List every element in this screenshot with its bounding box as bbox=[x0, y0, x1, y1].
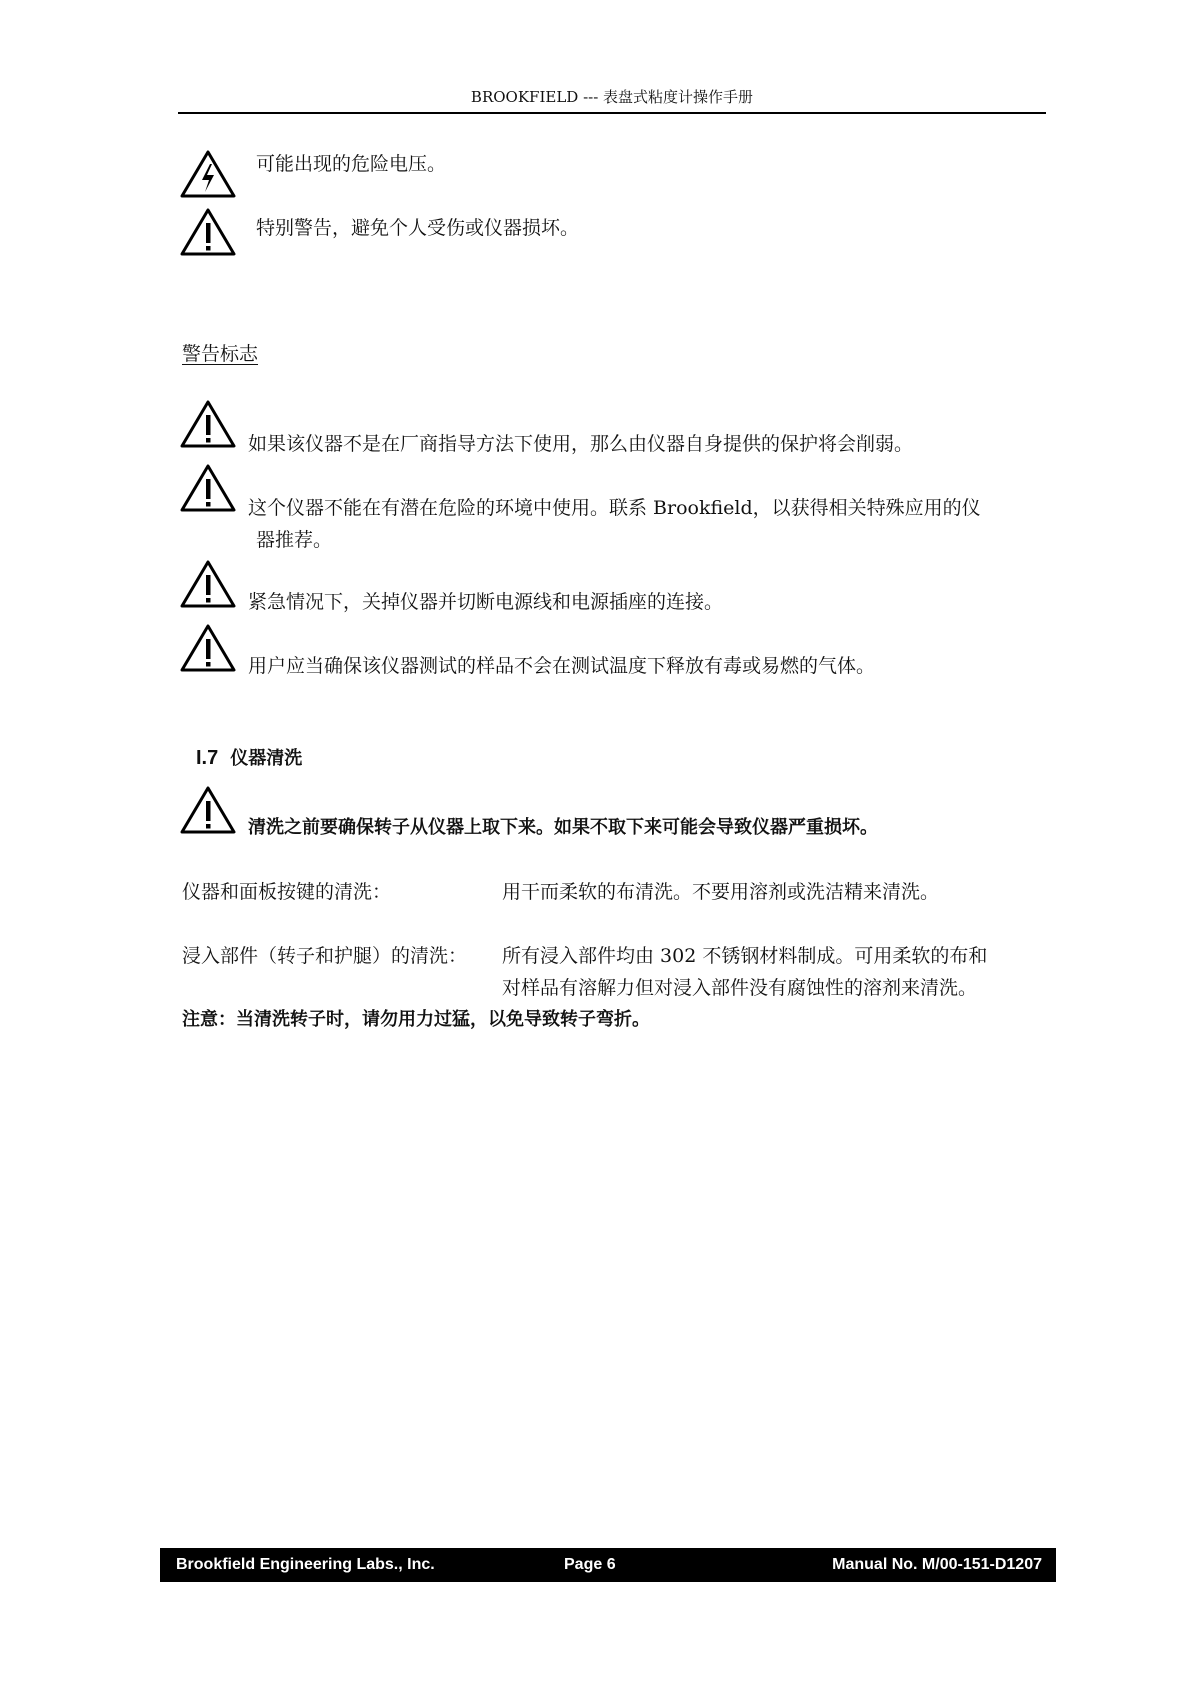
footer-page: Page 6 bbox=[564, 1556, 616, 1573]
cleaning-label-immersed: 浸入部件（转子和护腿）的清洗： bbox=[182, 945, 468, 967]
cleaning-text-immersed-line-2: 对样品有溶解力但对浸入部件没有腐蚀性的溶剂来清洗。 bbox=[502, 977, 978, 999]
cleaning-text-immersed-line-1: 所有浸入部件均由 302 不锈钢材料制成。可用柔软的布和 bbox=[502, 945, 988, 967]
section-number: I.7 bbox=[196, 747, 219, 769]
caution-warning-icon bbox=[180, 464, 236, 512]
caution-warning-icon bbox=[180, 400, 236, 448]
warning-item-2-line-2: 器推荐。 bbox=[256, 529, 333, 551]
section-title: 仪器清洗 bbox=[230, 748, 303, 769]
cleaning-label-panel: 仪器和面板按键的清洗： bbox=[182, 881, 392, 903]
caution-warning-icon bbox=[180, 786, 236, 834]
warning-item-2-line-1: 这个仪器不能在有潜在危险的环境中使用。联系 Brookfield，以获得相关特殊应用的仪 bbox=[248, 497, 981, 519]
page-header bbox=[178, 86, 1046, 114]
warnings-heading: 警告标志 bbox=[182, 343, 259, 365]
page-footer bbox=[160, 1548, 1056, 1582]
section-heading bbox=[196, 742, 302, 775]
warning-item-4: 用户应当确保该仪器测试的样品不会在测试温度下释放有毒或易燃的气体。 bbox=[248, 655, 876, 677]
warning-item-1: 如果该仪器不是在厂商指导方法下使用，那么由仪器自身提供的保护将会削弱。 bbox=[248, 433, 914, 455]
symbol-voltage-text: 可能出现的危险电压。 bbox=[256, 153, 447, 175]
caution-warning-icon bbox=[180, 208, 236, 256]
header-title: BROOKFIELD --- 表盘式粘度计操作手册 bbox=[470, 88, 754, 106]
cleaning-warning-text: 清洗之前要确保转子从仪器上取下来。如果不取下来可能会导致仪器严重损坏。 bbox=[248, 817, 878, 838]
cleaning-text-panel: 用干而柔软的布清洗。不要用溶剂或洗洁精来清洗。 bbox=[502, 881, 940, 903]
symbol-caution-text: 特别警告，避免个人受伤或仪器损坏。 bbox=[256, 217, 580, 239]
caution-warning-icon bbox=[180, 560, 236, 608]
footer-manual: Manual No. M/00-151-D1207 bbox=[832, 1556, 1042, 1573]
warning-item-3: 紧急情况下，关掉仪器并切断电源线和电源插座的连接。 bbox=[248, 591, 724, 613]
footer-company: Brookfield Engineering Labs., Inc. bbox=[176, 1556, 435, 1573]
cleaning-note: 注意：当清洗转子时，请勿用力过猛，以免导致转子弯折。 bbox=[182, 1009, 650, 1030]
high-voltage-warning-icon bbox=[180, 150, 236, 198]
caution-warning-icon bbox=[180, 624, 236, 672]
